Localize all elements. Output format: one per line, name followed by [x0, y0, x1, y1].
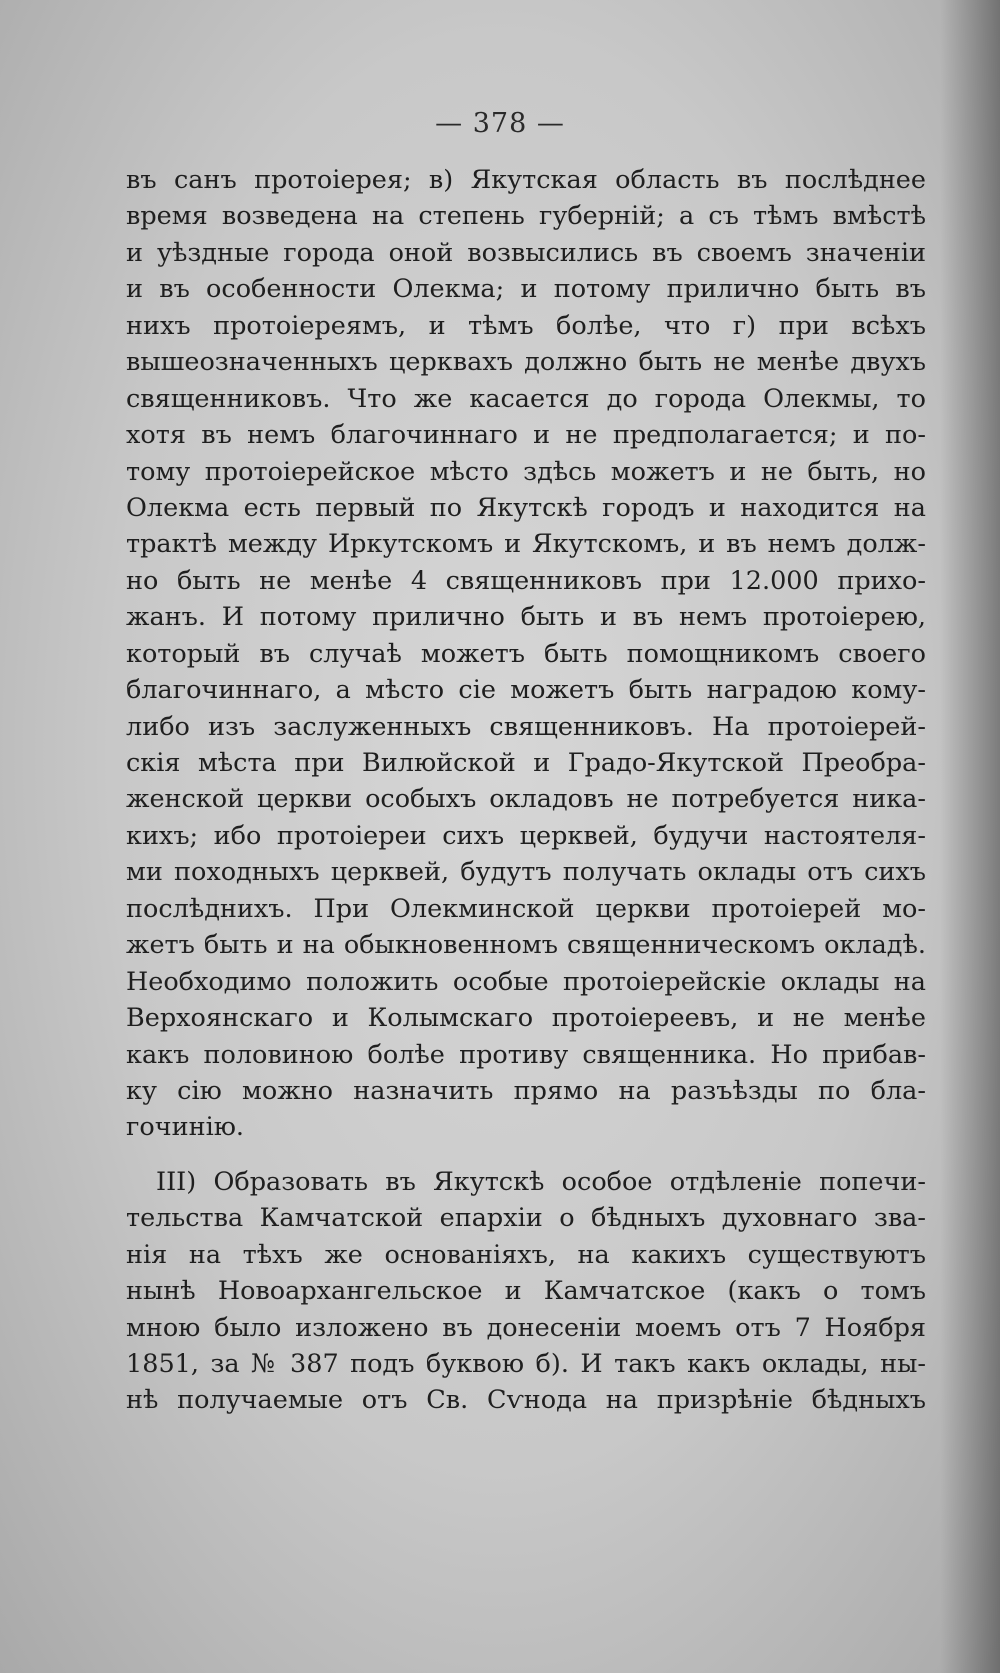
text-line: III) Образовать въ Якутскѣ особое отдѣленіе попечи-: [156, 1166, 926, 1197]
paragraph-gap: [126, 1146, 926, 1164]
text-line: трактѣ между Иркутскомъ и Якутскомъ, и въ немъ долж-: [126, 529, 926, 560]
text-line: жетъ быть и на обыкновенномъ священническомъ окладѣ.: [126, 930, 926, 961]
text-line: ку сію можно назначить прямо на разъѣзды по бла-: [126, 1075, 926, 1106]
text-line: и уѣздные города оной возвысились въ своемъ значеніи: [126, 237, 926, 268]
text-line: благочиннаго, а мѣсто сіе можетъ быть наградою кому-: [126, 675, 926, 706]
text-line: тому протоіерейское мѣсто здѣсь можетъ и не быть, но: [126, 456, 926, 487]
text-line: тельства Камчатской епархіи о бѣдныхъ духовнаго зва-: [126, 1203, 926, 1234]
text-line: скія мѣста при Вилюйской и Градо-Якутской Преобра-: [126, 748, 926, 778]
text-line: нія на тѣхъ же основаніяхъ, на какихъ существуютъ: [126, 1239, 926, 1270]
text-line: который въ случаѣ можетъ быть помощникомъ своего: [126, 638, 926, 669]
text-line: 1851, за № 387 подъ буквою б). И такъ какъ оклады, ны-: [126, 1349, 926, 1379]
text-line: время возведена на степень губерній; а съ тѣмъ вмѣстѣ: [126, 201, 926, 232]
text-line: Верхоянскаго и Колымскаго протоіереевъ, и не менѣе: [126, 1003, 926, 1034]
text-line: женской церкви особыхъ окладовъ не потребуется ника-: [126, 784, 926, 815]
text-line: ми походныхъ церквей, будутъ получать оклады отъ сихъ: [126, 857, 926, 888]
text-line: вышеозначенныхъ церквахъ должно быть не менѣе двухъ: [126, 347, 926, 378]
text-line: но быть не менѣе 4 священниковъ при 12.000 прихо-: [126, 565, 926, 596]
text-line: и въ особенности Олекма; и потому прилично быть въ: [126, 274, 926, 305]
text-line: кихъ; ибо протоіереи сихъ церквей, будучи настоятеля-: [126, 820, 926, 851]
text-line: какъ половиною болѣе противу священника. Но прибав-: [126, 1039, 926, 1070]
text-line: гочинію.: [126, 1112, 245, 1143]
text-line: мною было изложено въ донесеніи моемъ отъ 7 Ноября: [126, 1312, 926, 1343]
paragraph-2: [126, 1164, 926, 1419]
body-text: [126, 162, 926, 1419]
page-edge-shadow: [940, 0, 1000, 1673]
page-number: — 378 —: [435, 108, 565, 139]
text-line: нихъ протоіереямъ, и тѣмъ болѣе, что г) при всѣхъ: [126, 310, 926, 341]
text-line: хотя въ немъ благочиннаго и не предполагается; и по-: [126, 420, 926, 451]
text-line: Олекма есть первый по Якутскѣ городъ и находится на: [126, 492, 926, 523]
text-line: нынѣ Новоархангельское и Камчатское (какъ о томъ: [126, 1276, 926, 1307]
text-line: либо изъ заслуженныхъ священниковъ. На протоіерей-: [126, 711, 926, 742]
text-line: Необходимо положить особые протоіерейскіе оклады на: [126, 966, 926, 997]
text-line: въ санъ протоіерея; в) Якутская область въ послѣднее: [126, 165, 926, 195]
text-line: жанъ. И потому прилично быть и въ немъ протоіерею,: [126, 602, 926, 633]
paragraph-1: [126, 162, 926, 1146]
text-line: нѣ получаемые отъ Св. Сѵнода на призрѣніе бѣдныхъ: [126, 1385, 926, 1416]
text-line: послѣднихъ. При Олекминской церкви протоіерей мо-: [126, 893, 926, 924]
text-line: священниковъ. Что же касается до города Олекмы, то: [126, 383, 926, 414]
